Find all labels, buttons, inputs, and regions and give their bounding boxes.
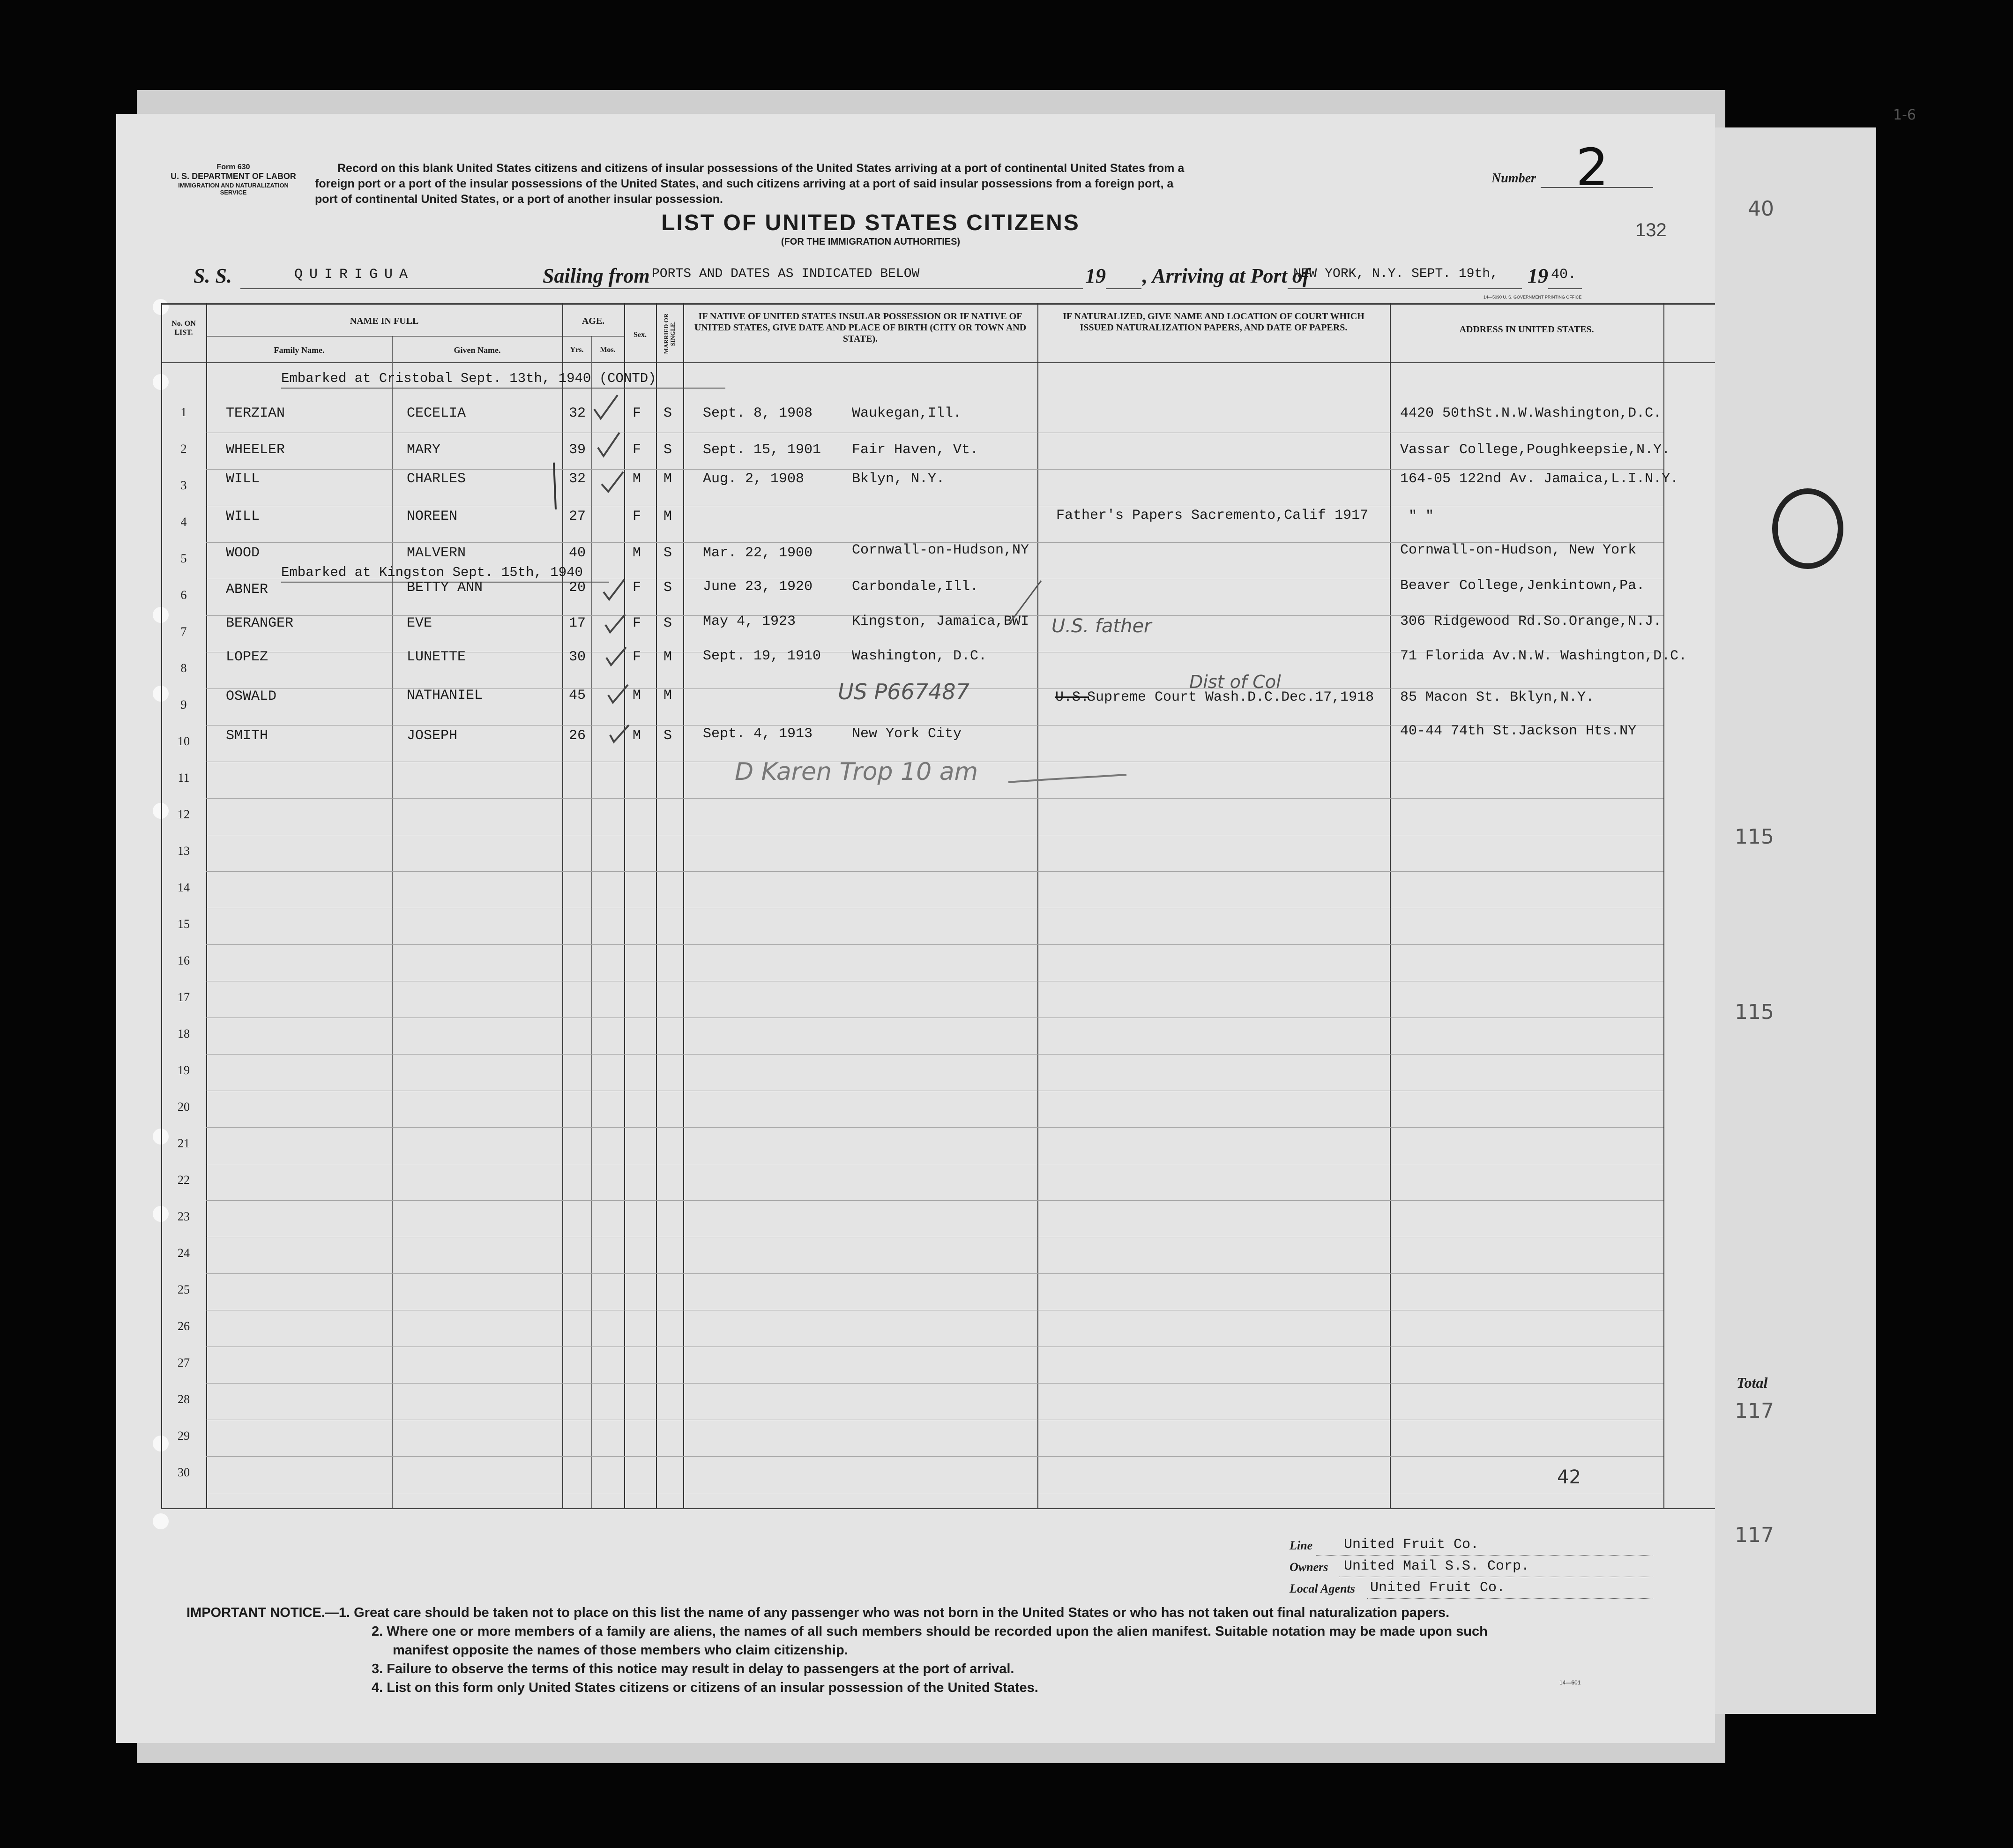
handwritten-flourish <box>1006 761 1128 793</box>
row-number: 24 <box>178 1246 190 1260</box>
address: 164-05 122nd Av. Jamaica,L.I.N.Y. <box>1400 471 1679 487</box>
row-number: 13 <box>178 844 190 858</box>
row-number: 16 <box>178 954 190 967</box>
embark-note-kingston: Embarked at Kingston Sept. 15th, 1940 <box>281 565 583 580</box>
margin-mark-115-a: 115 <box>1735 825 1774 849</box>
sex: M <box>633 471 641 487</box>
header-naturalized: IF NATURALIZED, GIVE NAME AND LOCATION OF COURT WHICH ISSUED NATURALIZATION PAPERS, AND DATE OF PAPERS. <box>1063 311 1364 333</box>
birth-place: Bklyn, N.Y. <box>852 471 945 487</box>
check-marks <box>585 376 646 751</box>
row-number: 29 <box>178 1429 190 1443</box>
record-line-1: Record on this blank United States citizens and citizens of insular possessions of the United States arriving at a port of continental United States from a <box>337 162 1185 175</box>
col-rule <box>656 303 657 1508</box>
col-rule <box>1390 303 1391 1508</box>
table-bottom-rule <box>161 1508 1715 1509</box>
arrival-year-prefix: 19 <box>1528 264 1548 287</box>
age-years: 45 <box>569 688 586 703</box>
marital-status: S <box>664 545 672 561</box>
printing-office-note: 14—5090 U. S. GOVERNMENT PRINTING OFFICE <box>1484 295 1582 299</box>
marital-status: S <box>664 405 672 421</box>
row-number: 27 <box>178 1356 190 1369</box>
service-name: IMMIGRATION AND NATURALIZATION SERVICE <box>178 181 289 196</box>
row-number: 14 <box>178 881 190 894</box>
number-label: Number <box>1491 171 1536 186</box>
struck-text: U.S. <box>1055 689 1089 705</box>
margin-mark-117-b: 117 <box>1735 1523 1774 1547</box>
naturalization-info: Father's Papers Sacremento,Calif 1917 <box>1056 508 1369 524</box>
ship-name: QUIRIGUA <box>294 267 415 283</box>
notice-line-1 <box>186 1603 1686 1622</box>
naturalization-info: Supreme Court Wash.D.C.Dec.17,1918 <box>1087 689 1374 705</box>
marital-status: S <box>664 442 672 458</box>
age-years: 30 <box>569 649 586 665</box>
row-number: 26 <box>178 1319 190 1333</box>
age-years: 17 <box>569 615 586 631</box>
header-bottom-rule <box>161 362 1715 363</box>
given-name: CECELIA <box>407 405 466 421</box>
table-top-rule <box>161 303 1715 305</box>
form-code: 14—601 <box>1559 1679 1581 1686</box>
sailing-from-value: PORTS AND DATES AS INDICATED BELOW <box>652 267 920 281</box>
address: 40-44 74th St.Jackson Hts.NY <box>1400 723 1637 739</box>
total-label: Total <box>1737 1374 1768 1391</box>
address: Vassar College,Poughkeepsie,N.Y. <box>1400 442 1670 458</box>
col-rule <box>562 303 563 1508</box>
given-name: CHARLES <box>407 471 466 487</box>
notice-item-3: 3. Failure to observe the terms of this notice may result in delay to passengers at the port of arrival. <box>372 1661 1014 1676</box>
margin-mark-115-b: 115 <box>1735 1000 1774 1024</box>
row-rule <box>206 798 1663 799</box>
form-id-block <box>170 163 297 196</box>
row-number: 21 <box>178 1137 190 1150</box>
row-number: 19 <box>178 1063 190 1077</box>
ss-label: S. S. <box>194 264 232 287</box>
sex: F <box>633 615 641 631</box>
handwritten-passport: US P667487 <box>838 679 969 704</box>
row-number: 17 <box>178 990 190 1004</box>
row-number: 10 <box>178 734 190 748</box>
sex: F <box>633 580 641 596</box>
name-subheader-rule <box>206 336 562 337</box>
row-number: 1 <box>180 405 187 419</box>
port-underline <box>1288 288 1522 289</box>
manifest-page <box>116 114 1715 1743</box>
family-name: TERZIAN <box>226 405 285 421</box>
row-rule <box>206 1054 1663 1055</box>
row-number: 11 <box>178 771 190 785</box>
row-number: 30 <box>178 1466 190 1479</box>
family-name: ABNER <box>226 582 268 598</box>
given-name: MARY <box>407 442 441 458</box>
row-rule <box>206 1383 1663 1384</box>
age-years: 27 <box>569 509 586 524</box>
marital-status: S <box>664 615 672 631</box>
punch-hole <box>153 374 169 390</box>
handwritten-number: 2 <box>1576 137 1609 197</box>
owners-label: Owners <box>1290 1560 1328 1574</box>
age-subheader-rule <box>562 336 624 337</box>
row-number: 3 <box>180 479 187 492</box>
sex: M <box>633 688 641 703</box>
col-rule <box>206 303 207 1508</box>
row-rule <box>206 1200 1663 1201</box>
given-name: EVE <box>407 615 432 631</box>
header-months: Mos. <box>600 346 616 354</box>
notice-heading: IMPORTANT NOTICE.—1. <box>186 1605 350 1620</box>
local-agents-label: Local Agents <box>1290 1582 1355 1595</box>
family-name: OSWALD <box>226 688 277 704</box>
family-name: SMITH <box>226 728 268 744</box>
family-name: WILL <box>226 471 260 487</box>
row-number: 15 <box>178 917 190 931</box>
important-notice <box>186 1603 1686 1697</box>
address: 85 Macon St. Bklyn,N.Y. <box>1400 689 1595 705</box>
sailing-from-label: Sailing from <box>543 264 650 287</box>
header-given-name: Given Name. <box>454 345 501 355</box>
line-underline <box>1316 1555 1653 1556</box>
sex: F <box>633 649 641 665</box>
punch-hole <box>153 607 169 623</box>
col-rule <box>161 303 162 1508</box>
birth-place: Cornwall-on-Hudson,NY <box>852 542 1029 558</box>
year-underline <box>1106 288 1141 289</box>
header-address: ADDRESS IN UNITED STATES. <box>1459 324 1594 335</box>
given-name: JOSEPH <box>407 728 458 744</box>
row-rule <box>206 1456 1663 1457</box>
year-prefix: 19 <box>1085 264 1106 287</box>
margin-mark-40: 40 <box>1748 197 1774 221</box>
row-number: 18 <box>178 1027 190 1040</box>
embark-note-cristobal: Embarked at Cristobal Sept. 13th, 1940 (CONTD) <box>281 371 656 386</box>
address: " " <box>1409 509 1434 524</box>
handwritten-slash <box>1006 578 1044 629</box>
given-name: NATHANIEL <box>407 688 483 703</box>
row-number: 8 <box>180 661 187 675</box>
age-years: 32 <box>569 471 586 487</box>
birth-place: Waukegan,Ill. <box>852 405 962 421</box>
owners-value: United Mail S.S. Corp. <box>1344 1558 1530 1574</box>
record-line-2: foreign port or a port of the insular possessions of the United States, and such citizens arriving at a port of said insular possessions from a foreign port, a <box>315 177 1174 190</box>
given-name: LUNETTE <box>407 649 466 665</box>
row-number: 22 <box>178 1173 190 1187</box>
address: 71 Florida Av.N.W. Washington,D.C. <box>1400 648 1687 664</box>
notice-item-2-cont: manifest opposite the names of those members who claim citizenship. <box>393 1643 848 1658</box>
notice-item-4: 4. List on this form only United States citizens or citizens of an insular possession of the United States. <box>372 1680 1038 1695</box>
row-number: 7 <box>180 625 187 638</box>
margin-mark-top-right: 1-6 <box>1893 107 1916 123</box>
line-value: United Fruit Co. <box>1344 1537 1479 1553</box>
family-name: BERANGER <box>226 615 294 631</box>
header-sex: Sex. <box>634 331 647 339</box>
row-rule <box>206 871 1663 872</box>
record-line-3: port of continental United States, or a port of another insular possession. <box>315 193 723 206</box>
birth-place: Washington, D.C. <box>852 648 987 664</box>
family-name: LOPEZ <box>226 649 268 665</box>
family-name: WILL <box>226 509 260 524</box>
col-rule <box>683 303 684 1508</box>
arrival-port: NEW YORK, N.Y. SEPT. 19th, <box>1293 267 1498 281</box>
birth-date: Sept. 15, 1901 <box>703 442 821 458</box>
header-married-or-single: MARRIED OR SINGLE. <box>663 313 676 354</box>
sex: F <box>633 405 641 421</box>
age-years: 39 <box>569 442 586 458</box>
sex: F <box>633 442 641 458</box>
age-years: 20 <box>569 580 586 596</box>
row-rule <box>206 469 1663 470</box>
col-rule <box>392 336 393 1508</box>
row-rule <box>206 1273 1663 1274</box>
arriving-label: , Arriving at Port of <box>1142 264 1310 287</box>
form-number: Form 630 <box>216 163 250 171</box>
row-number: 4 <box>180 515 187 529</box>
notice-item-1: Great care should be taken not to place on this list the name of any passenger who was not born in the United States or who has not taken out final naturalization papers. <box>354 1605 1450 1620</box>
marital-status: M <box>664 471 672 487</box>
sex: M <box>633 545 641 561</box>
marital-status: M <box>664 649 672 665</box>
embark-note-cristobal-underline <box>281 388 725 389</box>
address: 4420 50thSt.N.W.Washington,D.C. <box>1400 405 1662 421</box>
page-title: LIST OF UNITED STATES CITIZENS <box>661 210 1080 235</box>
address: Cornwall-on-Hudson, New York <box>1400 542 1637 558</box>
col-rule <box>1037 303 1038 1508</box>
birth-place: Fair Haven, Vt. <box>852 442 979 458</box>
arrival-year-underline <box>1548 288 1582 289</box>
row-number: 2 <box>180 442 187 456</box>
stamp-number: 132 <box>1635 220 1667 240</box>
birth-date: Aug. 2, 1908 <box>703 471 805 487</box>
address: 306 Ridgewood Rd.So.Orange,N.J. <box>1400 614 1662 629</box>
row-number: 9 <box>180 698 187 711</box>
birth-date: Sept. 4, 1913 <box>703 726 813 742</box>
birth-place: Carbondale,Ill. <box>852 579 979 595</box>
birth-date: June 23, 1920 <box>703 579 813 595</box>
local-agents-underline <box>1367 1598 1653 1599</box>
birth-date: Sept. 8, 1908 <box>703 405 813 421</box>
header-native-birth: IF NATIVE OF UNITED STATES INSULAR POSSESSION OR IF NATIVE OF UNITED STATES, GIVE DATE AND PLACE OF BIRTH (CITY OR TOWN AND STATE). <box>694 311 1027 344</box>
row-rule <box>206 1127 1663 1128</box>
margin-mark-117-a: 117 <box>1735 1399 1774 1423</box>
underlying-sheet-right <box>1687 127 1876 1714</box>
row-number: 6 <box>180 588 187 602</box>
handwritten-dist-court: Dist of Col <box>1189 672 1281 692</box>
age-years: 26 <box>569 728 586 744</box>
handwritten-circle-mark <box>1768 485 1848 574</box>
ship-name-underline <box>240 288 662 289</box>
birth-place: Kingston, Jamaica,BWI <box>852 614 1029 629</box>
row-number: 12 <box>178 808 190 821</box>
given-name: BETTY ANN <box>407 580 483 596</box>
header-age: AGE. <box>582 316 605 326</box>
punch-hole <box>153 1513 169 1529</box>
page-count: 42 <box>1557 1466 1581 1488</box>
row-number: 25 <box>178 1283 190 1296</box>
family-name: WHEELER <box>226 442 285 458</box>
handwritten-us-father: U.S. father <box>1051 615 1152 637</box>
header-years: Yrs. <box>570 346 584 354</box>
birth-date: May 4, 1923 <box>703 614 796 629</box>
local-agents-value: United Fruit Co. <box>1370 1580 1506 1596</box>
sex: F <box>633 509 641 524</box>
header-no-on-list: No. ON LIST. <box>171 320 196 337</box>
row-rule <box>206 944 1663 945</box>
row-number: 20 <box>178 1100 190 1114</box>
given-name: NOREEN <box>407 509 458 524</box>
sailing-underline <box>652 288 1083 289</box>
row-number: 5 <box>180 552 187 565</box>
marital-status: M <box>664 509 672 524</box>
marital-status: M <box>664 688 672 703</box>
punch-hole <box>153 299 169 315</box>
birth-place: New York City <box>852 726 962 742</box>
marital-status: S <box>664 580 672 596</box>
arrival-year: 40. <box>1551 267 1577 283</box>
sex: M <box>633 728 641 744</box>
handwritten-signature: D Karen Trop 10 am <box>735 758 978 786</box>
line-label: Line <box>1290 1539 1313 1552</box>
header-family-name: Family Name. <box>274 345 325 355</box>
page-subtitle: (FOR THE IMMIGRATION AUTHORITIES) <box>781 237 961 247</box>
marital-status: S <box>664 728 672 744</box>
row-number: 28 <box>178 1392 190 1406</box>
handwritten-stroke <box>547 461 561 512</box>
department-name: U. S. DEPARTMENT OF LABOR <box>171 172 296 181</box>
given-name: MALVERN <box>407 545 466 561</box>
notice-item-2: 2. Where one or more members of a family are aliens, the names of all such members should be recorded upon the alien manifest. Suitable notation may be made upon such <box>372 1624 1488 1639</box>
family-name: WOOD <box>226 545 260 561</box>
row-number: 23 <box>178 1210 190 1223</box>
header-name-in-full: NAME IN FULL <box>350 316 419 326</box>
age-years: 32 <box>569 405 586 421</box>
age-years: 40 <box>569 545 586 561</box>
birth-date: Sept. 19, 1910 <box>703 648 821 664</box>
address: Beaver College,Jenkintown,Pa. <box>1400 578 1645 594</box>
birth-date: Mar. 22, 1900 <box>703 545 813 561</box>
record-instructions <box>315 161 1543 207</box>
